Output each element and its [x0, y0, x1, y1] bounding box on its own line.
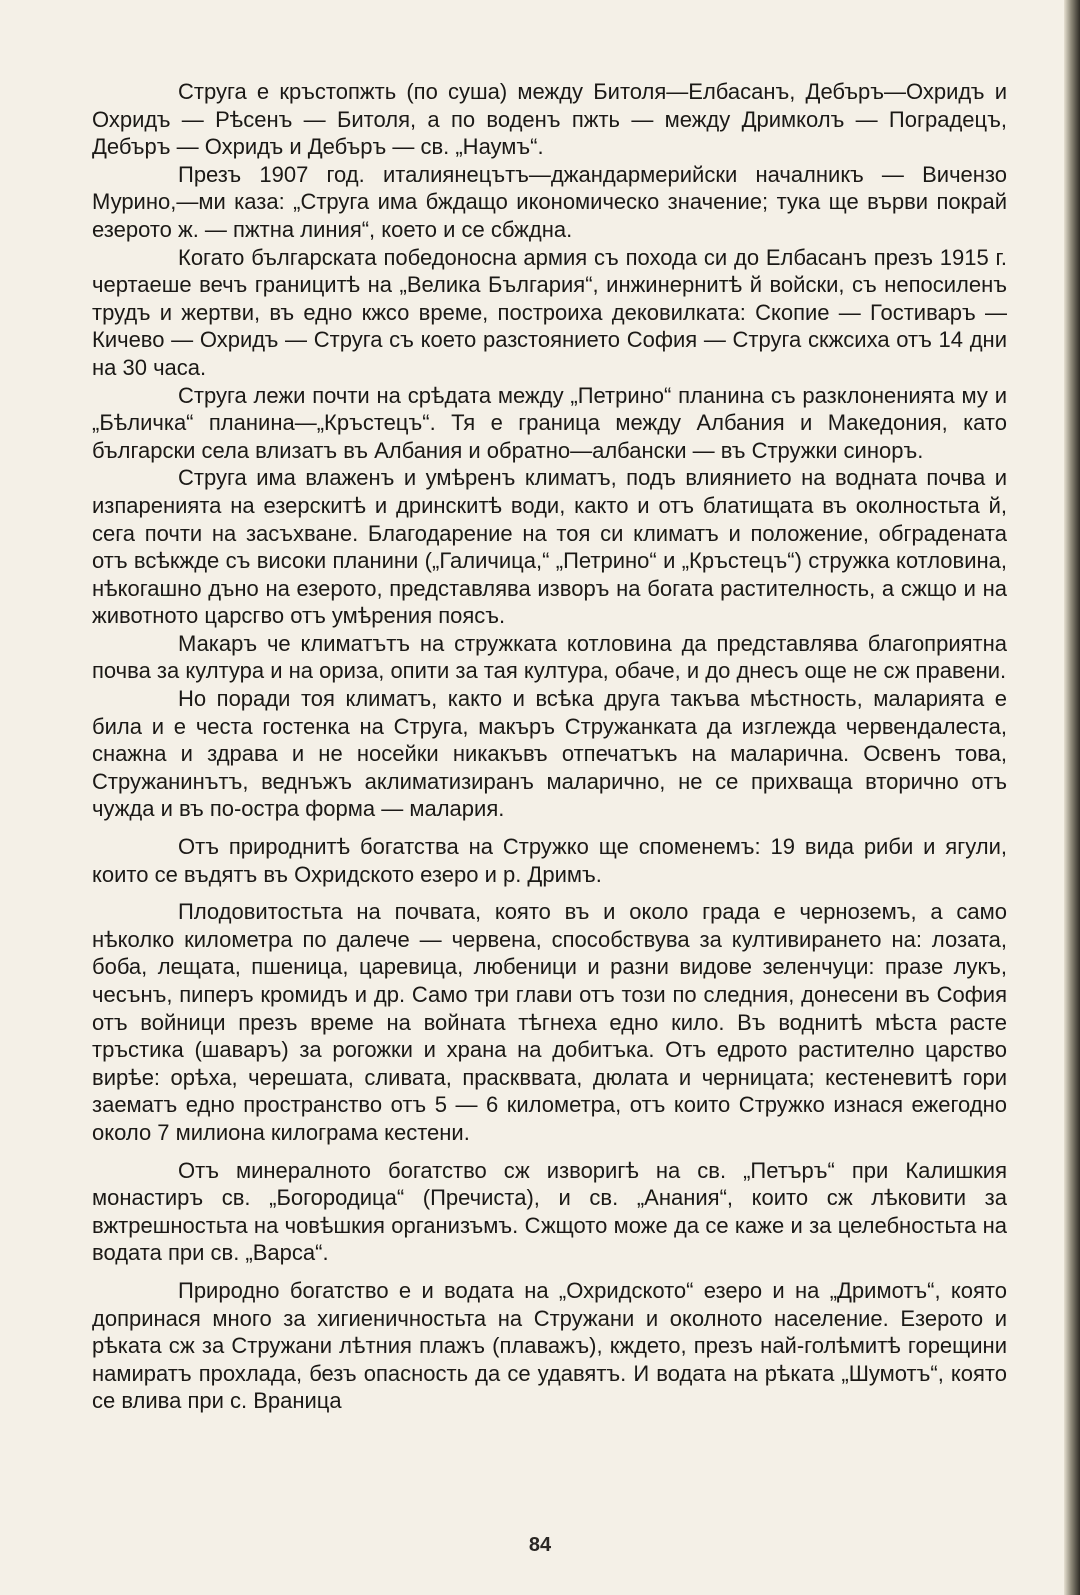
paragraph: Презъ 1907 год. италиянецътъ—джандармерийски началникъ — Вичензо Мурино,—ми каза: „Струга има бждащо икономическо значение; тука ще върви покрай езерото ж. — пжтна линия“, което и се сбжднa. [92, 161, 1007, 242]
page-number: 84 [528, 1534, 552, 1556]
paragraph: Плодовитостьта на почвата, която въ и около града е черноземъ, а само нѣколко километра по далече — червена, способствува за култивирането на: лозата, боба, лещата, пшеница, царевица, любеници и разни видове зеленчуци: празе лукъ, чесънъ, пиперъ кромидъ и др. Само три глави отъ този по следния, донесени въ София отъ войници презъ време на войната тѣгнеха едно кило. Въ воднитѣ мѣста расте тръстика (шаваръ) за рогожки и храна на добитъка. Отъ едрото растително царство вирѣе: орѣха, черешата, сливата, праскввата, дюлата и черницата; кестеневитѣ гори заематъ едно пространство отъ 5 — 6 километра, отъ които Стружко изнася ежегодно около 7 милиона килограма кестени. [92, 899, 1007, 1145]
paragraph: Отъ природнитѣ богатства на Стружко ще споменемъ: 19 вида риби и ягули, които се въдятъ въ Охридското езеро и р. Дримъ. [92, 834, 1007, 887]
paragraph: Но поради тоя климатъ, както и всѣка друга такъва мѣстность, маларията е била и е честа гостенка на Струга, макъръ Стружанката да изглежда червендалеста, снажна и здрава и не носейки никакъвъ отпечатъкъ на маларична. Освенъ това, Стружанинътъ, веднъжъ аклиматизиранъ маларично, не се прихваща вторично отъ чужда и въ по-остра форма — малария. [92, 686, 1007, 822]
paragraph: Струга има влаженъ и умѣренъ климатъ, подъ влиянието на водната почва и изпаренията на езерскитѣ и дринскитѣ води, както и отъ блатищата въ околностьта й, сега почти на засъхване. Благодарение на тоя си климатъ и положение, обградената отъ всѣкжде съ високи планини („Галичица,“ „Петрино“ и „Кръстецъ“) стружка котловина, нѣкогашно дъно на езерото, представлява изворъ на богата растителность, а сжщо и на животното царсгво отъ умѣрения поясъ. [92, 465, 1007, 629]
paragraph: Макаръ че климатътъ на стружката котловина да представлява благоприятна почва за култура и на ориза, опити за тая култура, обаче, и до днесъ още не сж правени. [92, 630, 1007, 684]
paragraph: Струга лежи почти на срѣдата между „Петрино“ планина съ разклоненията му и „Бѣличка“ планина—„Кръстецъ“. Тя е граница между Албания и Македония, като български села влизатъ въ Албания и обратно—албански — въ Стружки синоръ. [92, 382, 1007, 463]
page-edge-shadow [1064, 0, 1080, 1595]
paragraph: Когато българската победоносна армия съ похода си до Елбасанъ презъ 1915 г. чертаеше вечъ границитѣ на „Велика България“, инжинернитѣ й войски, съ непосиленъ трудъ и жертви, въ едно кжсо време, построиха дековилката: Скопие — Гостиваръ — Кичево — Охридъ — Струга съ което разстоянието София — Струга скжсиха отъ 14 дни на 30 часа. [92, 244, 1007, 380]
body-text [92, 78, 1007, 1415]
paragraph: Природно богатство е и водата на „Охридското“ езеро и на „Дримотъ“, която допринася много за хигиеничностьта на Стружани и околното население. Езерото и рѣката сж за Стружани лѣтния плажъ (плаважъ), кждето, презъ най-голѣмитѣ горещини намиратъ прохлада, безъ опасность да се удавятъ. И водата на рѣката „Шумотъ“, която се влива при с. Враница [92, 1277, 1007, 1414]
paragraph: Струга е кръстопжть (по суша) между Битоля—Елбасанъ, Дебъръ—Охридъ и Охридъ — Рѣсенъ — Битоля, а по воденъ пжть — между Дримколъ — Поградецъ, Дебъръ — Охридъ и Дебъръ — св. „Наумъ“. [92, 79, 1007, 160]
paragraph: Отъ минералното богатство сж изворигѣ на св. „Петъръ“ при Калишкия монастиръ св. „Богородица“ (Пречиста), и св. „Анания“, които сж лѣковити за вжтрешностьта на човѣшкия организъмъ. Сжщото може да се каже и за целебностьта на водата при св. „Варса“. [92, 1157, 1007, 1266]
